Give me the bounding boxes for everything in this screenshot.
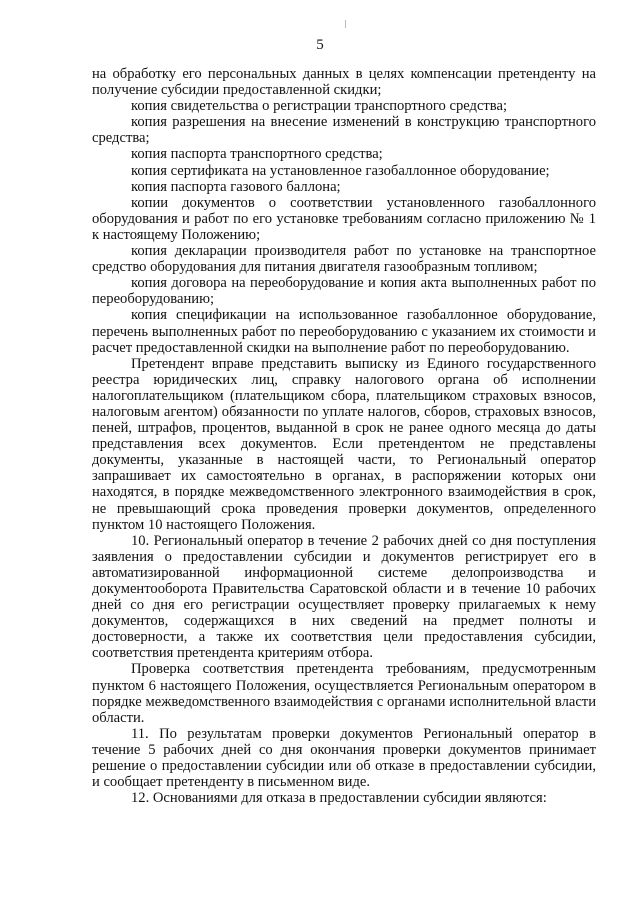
- scan-mark: [345, 20, 346, 28]
- paragraph: копия разрешения на внесение изменений в конструкцию транспортного средства;: [92, 114, 596, 147]
- paragraph: Проверка соответствия претендента требованиям, предусмотренным пунктом 6 настоящего Положения, осуществляется Региональным оператором в порядке межведомственного взаимодействия с органами исполнительной власти области.: [92, 661, 596, 726]
- paragraph: копия декларации производителя работ по установке на транспортное средство оборудования для питания двигателя газообразным топливом;: [92, 243, 596, 276]
- paragraph: копия спецификации на использованное газобаллонное оборудование, перечень выполненных работ по переоборудованию с указанием их стоимости и расчет предоставленной скидки на выполнение работ по переоборудованию.: [92, 307, 596, 356]
- paragraph: копия паспорта газового баллона;: [131, 178, 341, 195]
- paragraph: копия свидетельства о регистрации транспортного средства;: [131, 98, 508, 115]
- paragraph: 10. Региональный оператор в течение 2 рабочих дней со дня поступления заявления о предоставлении субсидии и документов регистрирует его в автоматизированной информационной системе делопроизводства и документооборота Правительства Саратовской области и в течение 10 рабочих дней со дня его регистрации осуществляет проверку прилагаемых к нему документов, содержащихся в них сведений на предмет полноты и достоверности, а также их соответствия цели предоставления субсидии, соответствия претендента критериям отбора.: [92, 532, 596, 662]
- paragraph: 11. По результатам проверки документов Региональный оператор в течение 5 рабочих дней со дня окончания проверки документов принимает решение о предоставлении субсидии или об отказе в предоставлении субсидии, и сообщает претенденту в письменном виде.: [92, 725, 596, 791]
- paragraph: 12. Основаниями для отказа в предоставлении субсидии являются:: [131, 790, 547, 807]
- paragraph: Претендент вправе представить выписку из Единого государственного реестра юридических лиц, справку налогового органа об исполнении налогоплательщиком (плательщиком сбора, плательщиком страховых взносов, налоговым агентом) обязанности по уплате налогов, сборов, страховых взносов, пеней, штрафов, процентов, выданной в срок не ранее одного месяца до даты представления всех документов. Если претендентом не представлены документы, указанные в настоящей части, то Региональный оператор запрашивает их самостоятельно в органах, в распоряжении которых они находятся, в порядке межведомственного электронного взаимодействия в срок, не превышающий срока проведения проверки документов, определенного пунктом 10 настоящего Положения.: [92, 355, 596, 533]
- paragraph: копия договора на переоборудование и копия акта выполненных работ по переоборудованию;: [92, 275, 596, 308]
- document-body: [92, 66, 596, 806]
- paragraph: копии документов о соответствии установленного газобаллонного оборудования и работ по его установке требованиям согласно приложению № 1 к настоящему Положению;: [92, 194, 596, 243]
- page-number: 5: [316, 37, 324, 53]
- paragraph: на обработку его персональных данных в целях компенсации претенденту на получение субсидии предоставленной скидки;: [92, 66, 596, 99]
- paragraph: копия паспорта транспортного средства;: [131, 146, 383, 163]
- paragraph: копия сертификата на установленное газобаллонное оборудование;: [131, 162, 550, 179]
